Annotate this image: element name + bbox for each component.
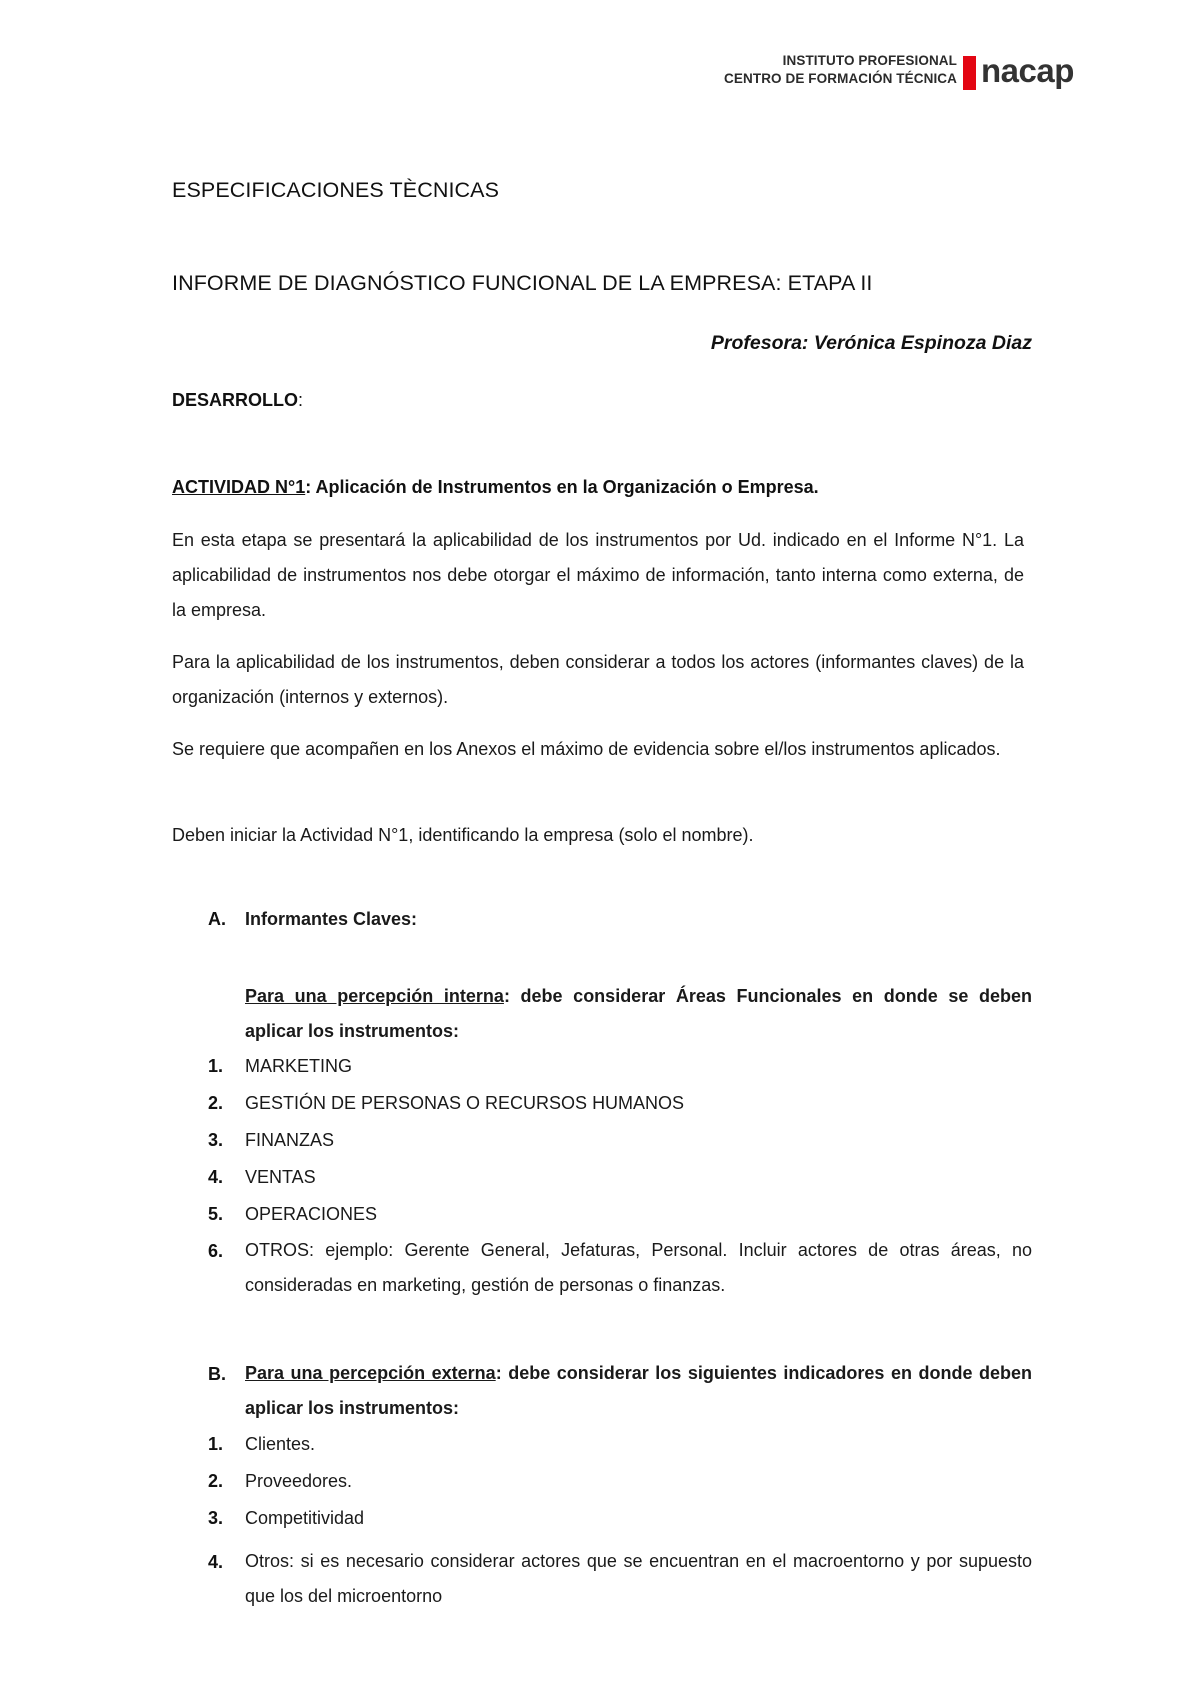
- section-b-letter: B.: [208, 1364, 226, 1384]
- section-b-item-4-num: 4.: [208, 1552, 224, 1572]
- paragraph-3: Se requiere que acompañen en los Anexos el máximo de evidencia sobre el/los instrumentos aplicados.: [172, 739, 1001, 759]
- logo-wordmark: nacap: [981, 52, 1074, 89]
- section-a-item-3-num: 3.: [208, 1130, 224, 1150]
- section-a-item-5: OPERACIONES: [245, 1204, 378, 1224]
- section-a-item-1-num: 1.: [208, 1056, 224, 1076]
- section-b-item-4: Otros: si es necesario considerar actores que se encuentran en el macroentorno y por supuesto que los del microentorno: [245, 1551, 1032, 1606]
- activity-label: ACTIVIDAD N°1: [172, 477, 306, 497]
- section-heading: [172, 388, 303, 412]
- section-a-item-4: VENTAS: [245, 1167, 316, 1187]
- inacap-logo: [713, 48, 1093, 96]
- section-a-intro-rest: : debe considerar Áreas Funcionales en donde se deben aplicar los instrumentos:: [245, 986, 1033, 1041]
- section-a-letter: A.: [208, 909, 226, 929]
- section-b-item-3: Competitividad: [245, 1508, 365, 1528]
- section-label: DESARROLLO: [172, 390, 298, 410]
- section-a-item-6-num: 6.: [208, 1241, 224, 1261]
- section-a-title: Informantes Claves:: [245, 909, 418, 929]
- section-b-item-2-num: 2.: [208, 1471, 224, 1491]
- section-a-item-3: FINANZAS: [245, 1130, 335, 1150]
- section-b-intro-underlined: Para una percepción externa: [245, 1363, 496, 1383]
- section-b-intro-rest: : debe considerar los siguientes indicadores en donde deben aplicar los instrumentos:: [245, 1363, 1032, 1418]
- activity-text: : Aplicación de Instrumentos en la Organización o Empresa.: [305, 477, 819, 497]
- section-a-intro-underlined: Para una percepción interna: [245, 986, 504, 1006]
- logo-line-2: CENTRO DE FORMACIÓN TÉCNICA: [724, 71, 957, 86]
- logo-caption: [724, 52, 957, 88]
- section-b-item-2: Proveedores.: [245, 1471, 353, 1491]
- paragraph-2: Para la aplicabilidad de los instrumentos, deben considerar a todos los actores (informantes claves) de la organización (internos y externos).: [172, 652, 1024, 707]
- section-b-item-1-num: 1.: [208, 1434, 224, 1454]
- document-subtitle: INFORME DE DIAGNÓSTICO FUNCIONAL DE LA EMPRESA: ETAPA II: [172, 271, 873, 295]
- section-a-intro: [245, 979, 1032, 1049]
- section-a-item-4-num: 4.: [208, 1167, 224, 1187]
- section-colon: :: [298, 390, 304, 410]
- section-a-item-2-num: 2.: [208, 1093, 224, 1113]
- section-a-item-2: GESTIÓN DE PERSONAS O RECURSOS HUMANOS: [245, 1093, 685, 1113]
- section-b-item-3-num: 3.: [208, 1508, 224, 1528]
- section-b-intro: [245, 1356, 1032, 1426]
- activity-heading: [172, 475, 819, 499]
- paragraph-4: Deben iniciar la Actividad N°1, identificando la empresa (solo el nombre).: [172, 825, 754, 845]
- section-a-item-6: OTROS: ejemplo: Gerente General, Jefaturas, Personal. Incluir actores de otras áreas, no consideradas en marketing, gestión de personas o finanzas.: [245, 1240, 1032, 1295]
- logo-line-1: INSTITUTO PROFESIONAL: [782, 53, 957, 68]
- section-b-item-1: Clientes.: [245, 1434, 316, 1454]
- section-a-item-1: MARKETING: [245, 1056, 353, 1076]
- section-a-item-5-num: 5.: [208, 1204, 224, 1224]
- document-title: ESPECIFICACIONES TÈCNICAS: [172, 178, 500, 202]
- paragraph-1: En esta etapa se presentará la aplicabilidad de los instrumentos por Ud. indicado en el Informe N°1. La aplicabilidad de instrumentos nos debe otorgar el máximo de información, tanto interna como externa, de la empresa.: [172, 530, 1024, 620]
- teacher-name: Profesora: Verónica Espinoza Diaz: [710, 332, 1032, 354]
